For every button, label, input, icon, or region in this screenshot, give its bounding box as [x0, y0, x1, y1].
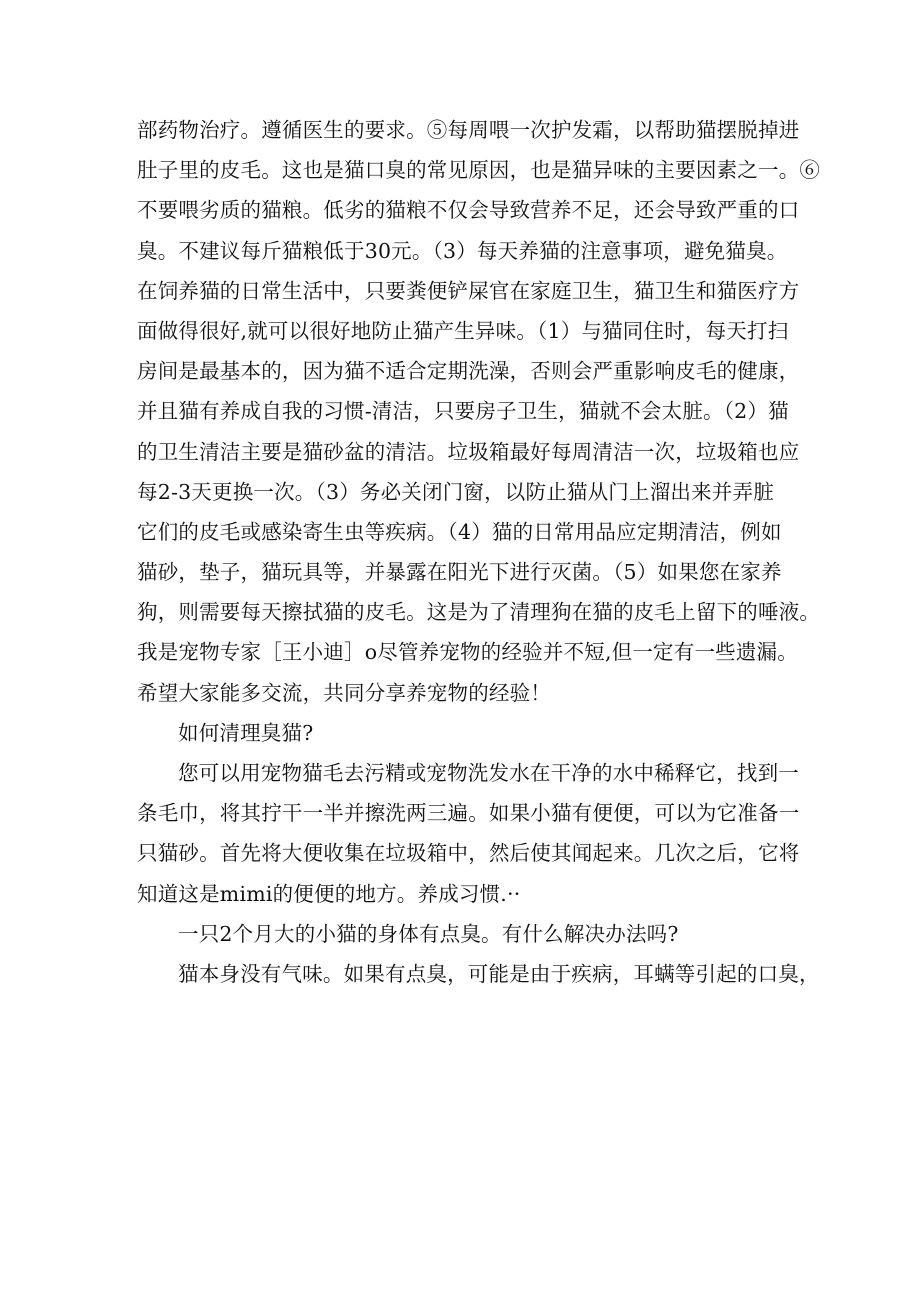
text-line: 不要喂劣质的猫粮。低劣的猫粮不仅会导致营养不足，还会导致严重的口	[137, 198, 800, 223]
text-line: 面做得很好,就可以很好地防止猫产生异味。（1）与猫同住时，每天打扫	[137, 318, 789, 343]
text-line: 每2-3天更换一次。（3）务必关闭门窗，以防止猫从门上溜出来并弄脏	[137, 479, 774, 504]
text-line: 我是宠物专家［王小迪］o尽管养宠物的经验并不短,但一定有一些遗漏。	[137, 640, 798, 665]
text-line: 狗，则需要每天擦拭猫的皮毛。这是为了清理狗在猫的皮毛上留下的唾液。	[137, 600, 821, 625]
text-line: 臭。不建议每斤猫粮低于30元。（3）每天养猫的注意事项，避免猫臭。	[137, 238, 788, 263]
paragraph-start-line: 您可以用宠物猫毛去污精或宠物洗发水在干净的水中稀释它，找到一	[178, 761, 799, 785]
text-line: 并且猫有养成自我的习惯-清洁，只要房子卫生，猫就不会太脏。（2）猫	[137, 399, 789, 424]
text-line: 在饲养猫的日常生活中，只要粪便铲屎官在家庭卫生，猫卫生和猫医疗方	[137, 278, 800, 303]
paragraph-start-line: 猫本身没有气味。如果有点臭，可能是由于疾病，耳螨等引起的口臭，	[178, 961, 820, 986]
text-line: 只猫砂。首先将大便收集在垃圾箱中，然后使其闻起来。几次之后，它将	[137, 841, 800, 866]
text-line: 部药物治疗。遵循医生的要求。⑤每周喂一次护发霜，以帮助猫摆脱掉进	[137, 118, 800, 142]
question-heading: 一只2个月大的小猫的身体有点臭。有什么解决办法吗?	[178, 921, 679, 946]
text-line: 肚子里的皮毛。这也是猫口臭的常见原因，也是猫异味的主要因素之一。⑥	[137, 158, 821, 183]
document-body	[137, 110, 821, 994]
text-line: 希望大家能多交流，共同分享养宠物的经验！	[137, 680, 551, 705]
text-line: 条毛巾，将其拧干一半并擦洗两三遍。如果小猫有便便，可以为它准备一	[137, 801, 800, 826]
text-line: 房间是最基本的，因为猫不适合定期洗澡，否则会严重影响皮毛的健康，	[137, 359, 800, 384]
text-line: 猫砂，垫子，猫玩具等，并暴露在阳光下进行灭菌。（5）如果您在家养	[137, 560, 782, 585]
text-line: 的卫生清洁主要是猫砂盆的清洁。垃圾箱最好每周清洁一次，垃圾箱也应	[137, 439, 800, 464]
text-line: 知道这是mimi的便便的地方。养成习惯.··	[137, 881, 521, 906]
section-heading: 如何清理臭猫?	[178, 720, 314, 745]
text-line: 它们的皮毛或感染寄生虫等疾病。（4）猫的日常用品应定期清洁，例如	[137, 519, 782, 544]
